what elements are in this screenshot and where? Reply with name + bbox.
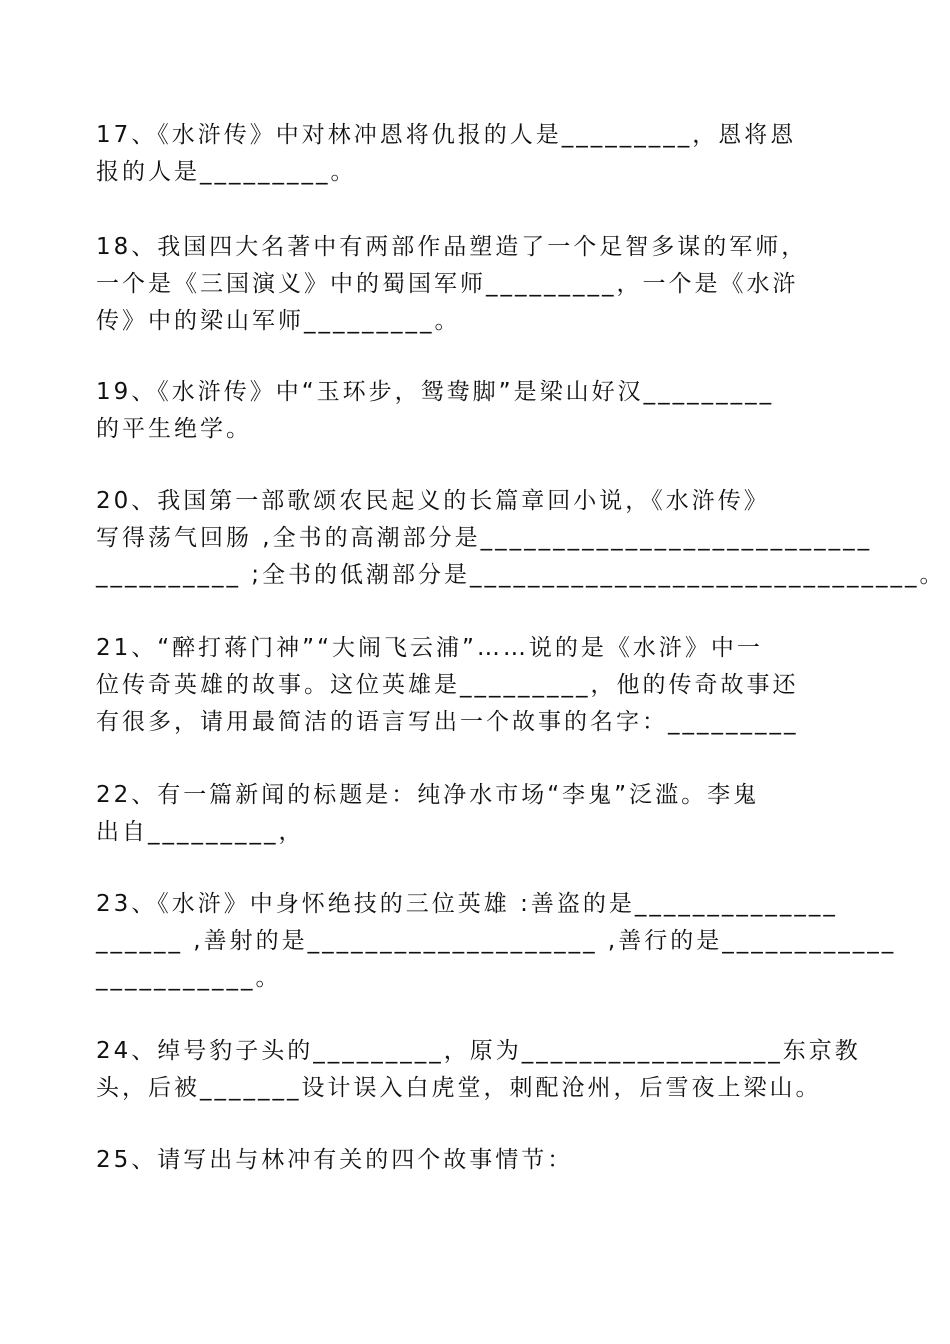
question-25 bbox=[96, 1142, 876, 1179]
question-line: 17、《水浒传》中对林冲恩将仇报的人是_________，恩将恩 bbox=[96, 122, 797, 148]
question-line: 25、请写出与林冲有关的四个故事情节： bbox=[96, 1147, 574, 1173]
question-line: 20、我国第一部歌颂农民起义的长篇章回小说，《水浒传》 bbox=[96, 488, 770, 514]
question-23 bbox=[96, 886, 897, 997]
question-line: 24、绰号豹子头的_________，原为__________________东京教 bbox=[96, 1038, 861, 1064]
question-line: 21、“醉打蒋门神”“大闹飞云浦”……说的是《水浒》中一 bbox=[96, 635, 763, 661]
question-line: 的平生绝学。 bbox=[96, 416, 252, 442]
question-20 bbox=[96, 483, 946, 594]
question-line: 头，后被_______设计误入白虎堂，刺配沧州，后雪夜上梁山。 bbox=[96, 1075, 822, 1101]
question-24 bbox=[96, 1033, 876, 1107]
question-line: 报的人是_________。 bbox=[96, 159, 357, 185]
question-22 bbox=[96, 777, 876, 851]
question-line: 写得荡气回肠 ,全书的高潮部分是___________________________ bbox=[96, 525, 873, 551]
question-line: 18、我国四大名著中有两部作品塑造了一个足智多谋的军师， bbox=[96, 234, 808, 260]
question-19 bbox=[96, 374, 876, 448]
question-line: ______ ,善射的是____________________ ,善行的是____________ bbox=[96, 928, 897, 954]
question-18 bbox=[96, 229, 876, 340]
question-line: 位传奇英雄的故事。这位英雄是_________，他的传奇故事还 bbox=[96, 672, 799, 698]
question-21 bbox=[96, 630, 876, 741]
question-line: 有很多，请用最简洁的语言写出一个故事的名字：_________ bbox=[96, 709, 799, 735]
question-line: 一个是《三国演义》中的蜀国军师_________，一个是《水浒 bbox=[96, 271, 799, 297]
question-line: 传》中的梁山军师_________。 bbox=[96, 308, 461, 334]
question-line: 19、《水浒传》中“玉环步，鸳鸯脚”是梁山好汉_________ bbox=[96, 379, 775, 405]
question-line: 出自_________， bbox=[96, 819, 305, 845]
question-line: 22、有一篇新闻的标题是：纯净水市场“李鬼”泛滥。李鬼 bbox=[96, 782, 760, 808]
question-line: __________ ;全书的低潮部分是_______________________________。 bbox=[96, 562, 946, 588]
question-line: ___________。 bbox=[96, 965, 282, 991]
question-17 bbox=[96, 117, 876, 191]
question-line: 23、《水浒》中身怀绝技的三位英雄 :善盗的是______________ bbox=[96, 891, 838, 917]
